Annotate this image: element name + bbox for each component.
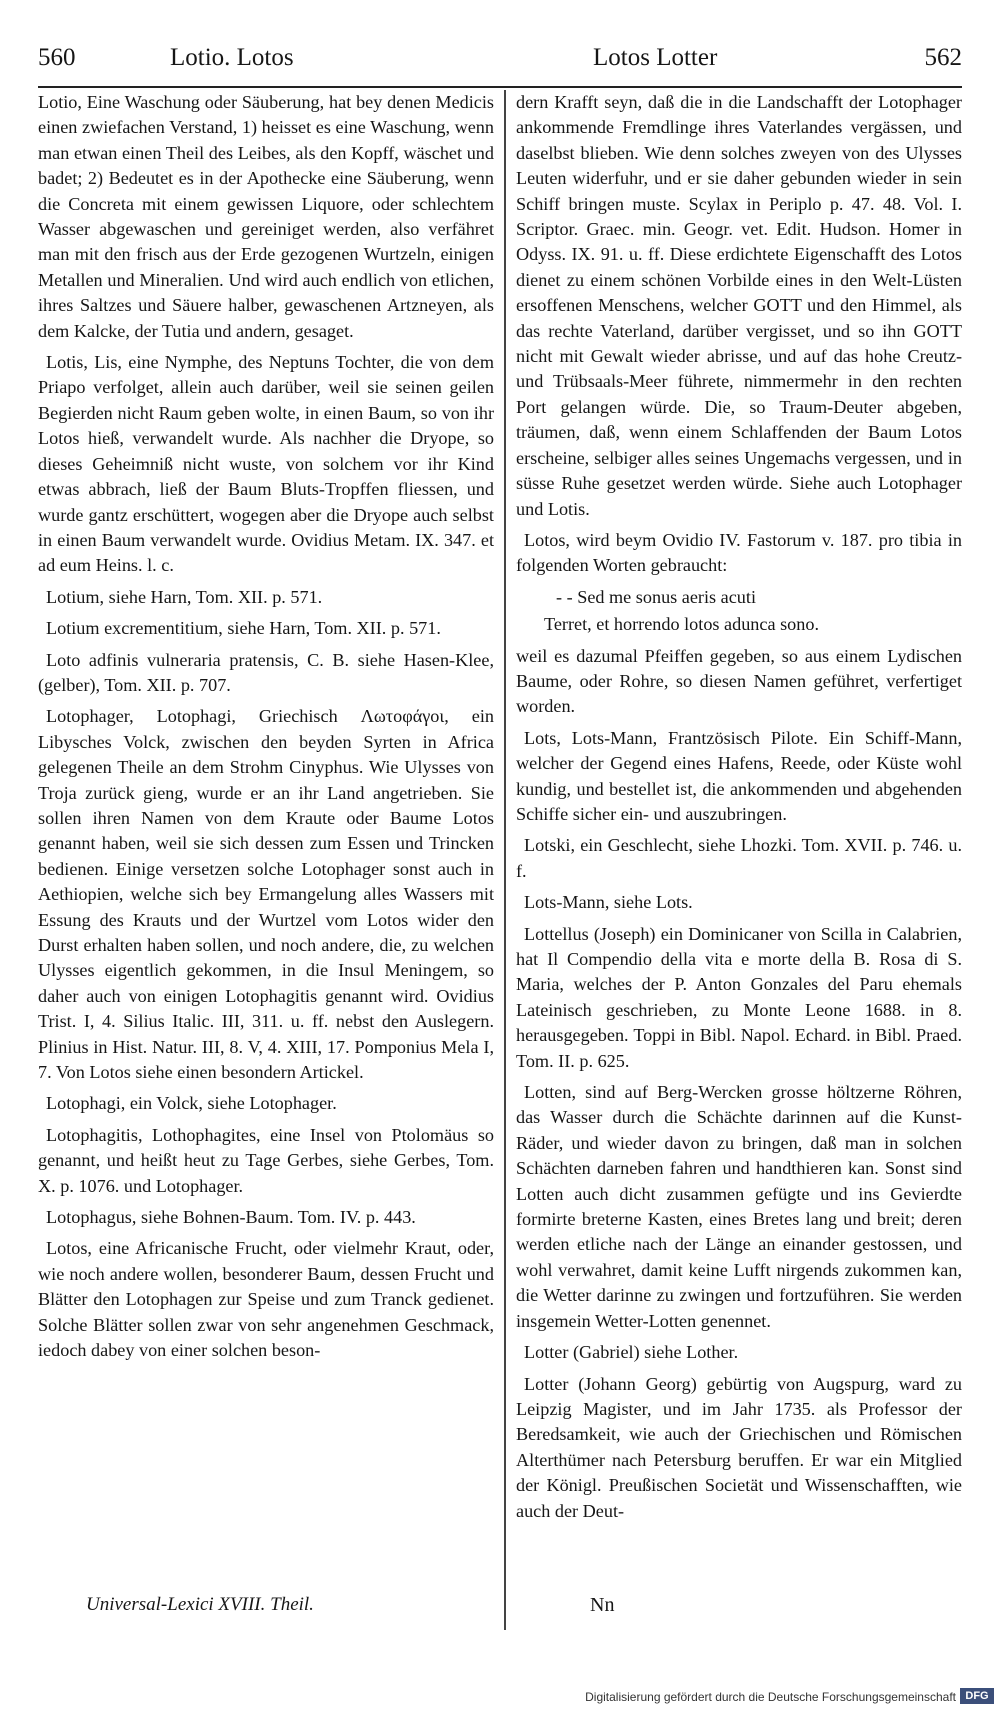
verse-line-1: - - Sed me sonus aeris acuti [556, 586, 757, 607]
running-head-right: Lotos Lotter [593, 44, 718, 71]
entry-lottellus: Lottellus (Joseph) ein Dominicaner von Scilla in Calabrien, hat Il Compendio della vita e morte della B. Rosa di S. Maria, welches der P. Anton Gonzales del Paru ehemals Lateinisch geschrieben, zu Monte Leone 1688. in 8. herausgegeben. Toppi in Bibl. Napol. Echard. in Bibl. Praed. Tom. II. p. 625. [516, 923, 962, 1071]
entry-lotos-continued: dern Krafft seyn, daß die in die Landschafft der Lotophager ankommende Fremdlinge ihres Vaterlandes vergässen, und daselbst blieben. Wie denn solches zweyen von des Ulysses Leuten widerfuhr, und er sie daher gebunden wieder in sein Schiff bringen muste. Scylax in Periplo p. 47. 48. Vol. I. Scriptor. Graec. min. Geogr. vet. Edit. Hudson. Homer in Odyss. IX. 91. u. ff. Diese erdichtete Eigenschafft des Lotos dienet zu einem schönen Vorbilde eines in den Welt-Lüsten ersoffenen Menschens, welcher GOTT und den Himmel, als das rechte Vaterland, darüber vergisset, und so ihn GOTT nicht mit Gewalt wieder abrisse, und auf das hohe Creutz- und Trübsaals-Meer führete, nimmermehr in den rechten Port gelangen würde. Die, so Traum-Deuter abgeben, träumen, daß, wenn einem Schlaffenden der Baum Lotos erscheine, selbiger alles seines Ungemachs vergessen, und in süsse Ruhe gesetzet werden würde. Siehe auch Lotophager und Lotis. [516, 92, 962, 519]
dfg-logo: DFG [960, 1688, 994, 1704]
entry-lotio: Lotio, Eine Waschung oder Säuberung, hat bey denen Medicis einen zwiefachen Verstand, 1) heisset es eine Waschung, wenn man etwan einen Theil des Leibes, als den Kopff, wäschet und badet; 2) Bedeutet es in der Apothecke eine Säuberung, wenn die Concreta mit einem gewissen Liquore, oder schlechtem Wasser abgewaschen und gereiniget werden, also verfähret man mit den frisch aus der Erde gezogenen Wurtzeln, einigen Metallen und Mineralien. Und wird auch endlich von etlichen, ihres Saltzes und Säuere halber, gewaschenen Artzneyen, als dem Kalcke, der Tutia und andern, gesaget. [38, 92, 494, 341]
header-rule [38, 86, 962, 88]
entry-lotium: Lotium, siehe Harn, Tom. XII. p. 571. [46, 586, 323, 607]
running-head-left: Lotio. Lotos [170, 44, 294, 71]
entry-lotos-tibia: Lotos, wird beym Ovidio IV. Fastorum v. 187. pro tibia in folgenden Worten gebraucht: [516, 529, 962, 576]
page-header [38, 40, 962, 78]
page-number-left: 560 [38, 44, 76, 71]
entry-lotter-johann-georg: Lotter (Johann Georg) gebürtig von Augspurg, ward zu Leipzig Magister, und im Jahr 1735. als Professor der Beredsamkeit, wie auch der Griechischen und Römischen Alterthümer nach Petersburg beruffen. Er war ein Mitglied der Königl. Preußischen Societät und Wissenschafften, wie auch der Deut- [516, 1373, 962, 1521]
entry-lotos: Lotos, eine Africanische Frucht, oder vielmehr Kraut, oder, wie noch andere wollen, besonderer Baum, dessen Frucht und Blätter den Lotophagen zur Speise und zum Tranck gedienet. Solche Blätter sollen zwar von sehr angenehmen Geschmack, iedoch dabey von einer solchen beson- [38, 1238, 494, 1361]
right-column [516, 90, 962, 1630]
verse-line-2: Terret, et horrendo lotos adunca sono. [544, 614, 819, 635]
left-column [38, 90, 494, 1630]
entry-lotten: Lotten, sind auf Berg-Wercken grosse höltzerne Röhren, das Wasser durch die Schächte darinnen auf die Kunst-Räder, und wieder davon zu bringen, daß man in solchen Schächten darneben fahren und handthieren kan. Sonst sind Lotten auch dicht zusammen gefügte und ins Gevierdte formirte breterne Kasten, eines Bretes lang und breit; deren werden etliche nach der Länge an einander gestossen, und wohl verwahret, damit keine Lufft nirgends zukommen kan, die Wetter darinne zu zwingen und fortzuführen. Sie werden insgemein Wetter-Lotten genennet. [516, 1082, 962, 1331]
entry-lotophager: Lotophager, Lotophagi, Griechisch Λωτοφάγοι, ein Libysches Volck, zwischen den beyden Syrten in Africa gelegenen Theile an dem Strohm Cinyphus. Wie Ulysses von Troja zurück gieng, wurde er an ihr Land angetrieben. Sie sollen ihren Namen von dem Kraute oder Baume Lotos genannt haben, weil sie sich dessen zum Essen und Trincken bedienen. Einige versetzen solche Lotophager sonst auch in Aethiopien, welche sich bey Ermangelung alles Wassers mit Essung des Krauts und der Wurtzel vom Lotos wider den Durst erhalten haben sollen, und noch andere, die, zu welchen Ulysses eigentlich gekommen, in die Insul Meningem, so daher auch von einigen Lotophagitis genannt wird. Ovidius Trist. I, 4. Silius Italic. III, 311. u. ff. nebst den Auslegern. Plinius in Hist. Natur. III, 8. V, 4. XIII, 17. Pomponius Mela I, 7. Von Lotos siehe einen besondern Artickel. [38, 706, 494, 1083]
entry-lotophagi: Lotophagi, ein Volck, siehe Lotophager. [46, 1093, 337, 1114]
column-rule [504, 90, 506, 1630]
entry-loto-adfinis: Loto adfinis vulneraria pratensis, C. B. siehe Hasen-Klee, (gelber), Tom. XII. p. 707. [38, 649, 494, 695]
signature-line: Universal-Lexici XVIII. Theil. [86, 1594, 314, 1615]
entry-lotos-tibia-continued: weil es dazumal Pfeiffen gegeben, so aus einem Lydischen Baume, oder Rohre, so diesen Namen geführet, verfertiget worden. [516, 645, 962, 717]
sheet-mark: Nn [590, 1594, 615, 1616]
entry-lots: Lots, Lots-Mann, Frantzösisch Pilote. Ein Schiff-Mann, welcher der Gegend eines Hafens, Reede, oder Küste wohl kundig, und bestellet ist, die ankommenden und abgehenden Schiffe sicher ein- und auszubringen. [516, 727, 962, 824]
entry-lotophagus: Lotophagus, siehe Bohnen-Baum. Tom. IV. p. 443. [46, 1207, 416, 1228]
entry-lotophagitis: Lotophagitis, Lothophagites, eine Insel von Ptolomäus so genannt, und heißt heut zu Tage Gerbes, siehe Gerbes, Tom. X. p. 1076. und Lotophager. [38, 1124, 494, 1196]
entry-lotium-excrementitium: Lotium excrementitium, siehe Harn, Tom. XII. p. 571. [46, 618, 441, 639]
entry-lotski: Lotski, ein Geschlecht, siehe Lhozki. Tom. XVII. p. 746. u. f. [516, 835, 962, 881]
digitization-credit: Digitalisierung gefördert durch die Deutsche Forschungsgemeinschaft [585, 1690, 956, 1704]
entry-lots-mann: Lots-Mann, siehe Lots. [524, 892, 693, 913]
entry-lotter-gabriel: Lotter (Gabriel) siehe Lother. [524, 1342, 739, 1363]
entry-lotis: Lotis, Lis, eine Nymphe, des Neptuns Tochter, die von dem Priapo verfolget, allein auch darüber, weil sie seinen geilen Begierden nicht Raum geben wolte, in einen Baum, so von ihr Lotos hieß, verwandelt wurde. Als nachher die Dryope, so dieses Geheimniß nicht wuste, von solchem vor ihr Kind etwas abbrach, ließ der Baum Bluts-Tropffen fliessen, und wurde gantz erschüttert, wogegen aber die Dryope auch selbst in einen Baum verwandelt wurde. Ovidius Metam. IX. 347. et ad eum Heins. l. c. [38, 352, 494, 576]
page-number-right: 562 [924, 44, 962, 71]
